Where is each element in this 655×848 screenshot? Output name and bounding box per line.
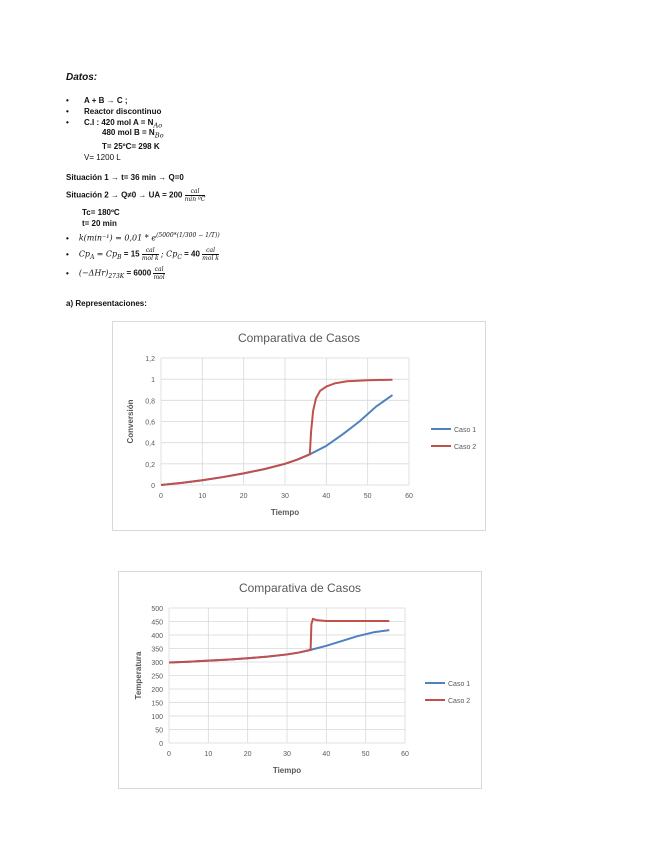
y-tick-label: 300	[151, 660, 163, 667]
equation-k-exponent: (5000*(1/300 − 1/T))	[156, 232, 220, 239]
time-line: t= 20 min	[82, 219, 117, 228]
x-tick-label: 30	[281, 493, 289, 500]
y-tick-label: 1	[151, 377, 155, 385]
y-tick-label: 450	[151, 619, 163, 627]
equation-dh	[66, 266, 165, 281]
cp-frac-2	[202, 247, 219, 262]
dh-subscript: 273K	[108, 273, 125, 281]
chart-title: Comparativa de Casos	[237, 331, 361, 345]
y-tick-label: 0,8	[145, 398, 155, 406]
ua-units-den: min ºC	[184, 196, 206, 203]
cp-c: ; Cp	[160, 249, 178, 259]
nb0-subscript: Bo	[154, 131, 164, 140]
volume-line: V= 1200 L	[84, 153, 121, 162]
initial-b-line	[102, 128, 164, 140]
y-tick-label: 0	[159, 741, 163, 748]
datos-heading: Datos:	[66, 72, 98, 83]
bullet-cp: •	[66, 249, 69, 259]
x-tick-label: 20	[243, 751, 252, 758]
cp-frac-2-num: cal	[202, 247, 219, 255]
y-tick-label: 350	[151, 646, 163, 654]
legend-label-2: Caso 2	[454, 444, 477, 451]
cp-frac-1-num: cal	[142, 247, 159, 255]
cp-frac-2-den: mol k	[202, 255, 219, 262]
situation-2-text: Situación 2 → Q≠0 → UA = 200	[66, 190, 183, 200]
equation-k	[66, 232, 220, 243]
chart-title: Comparativa de Casos	[238, 581, 362, 595]
tc-line: Tc= 180ºC	[82, 208, 120, 217]
legend-label-2: Caso 2	[448, 698, 471, 705]
bullet-dh: •	[66, 268, 69, 278]
chart-conversion	[112, 321, 486, 531]
x-axis-label: Tiempo	[270, 508, 300, 517]
x-tick-label: 0	[159, 493, 163, 500]
cp-val1: = 15	[123, 249, 140, 259]
y-axis-label: Conversión	[126, 399, 135, 444]
x-tick-label: 40	[322, 751, 331, 758]
equation-k-text: k(min⁻¹) = 0,01 * e	[78, 233, 157, 243]
chart-temperature	[118, 571, 482, 789]
series-line-2	[169, 619, 389, 663]
y-tick-label: 0,2	[145, 461, 155, 469]
ua-units-num: cal	[185, 188, 206, 196]
situation-1: Situación 1 → t= 36 min → Q=0	[66, 173, 184, 182]
na0-subscript: Ao	[153, 121, 163, 130]
x-tick-label: 60	[405, 493, 413, 500]
y-tick-label: 200	[151, 687, 163, 694]
cp-val3: = 40	[184, 249, 200, 259]
x-tick-label: 20	[239, 493, 248, 500]
cp-b: = Cp	[96, 249, 118, 259]
dh-frac-num: cal	[154, 266, 164, 273]
y-tick-label: 250	[151, 673, 163, 681]
y-tick-label: 400	[151, 633, 163, 640]
series-line-2	[161, 380, 392, 485]
x-tick-label: 10	[204, 751, 213, 758]
legend-label-1: Caso 1	[454, 427, 477, 434]
y-tick-label: 100	[151, 714, 163, 721]
list-item-reactor: • Reactor discontinuo	[66, 106, 162, 117]
temperature-chart-svg	[119, 572, 481, 788]
y-axis-label: Temperatura	[134, 651, 143, 700]
cp-a: Cp	[78, 249, 91, 259]
y-tick-label: 50	[155, 727, 163, 735]
initial-a-text: C.I : 420 mol A = N	[84, 118, 154, 127]
bullet-k: •	[66, 233, 69, 243]
x-axis-label: Tiempo	[272, 766, 302, 775]
x-tick-label: 10	[198, 493, 207, 500]
y-tick-label: 1,2	[145, 356, 155, 363]
dh-value: = 6000	[126, 268, 152, 278]
x-tick-label: 50	[363, 493, 372, 500]
cp-frac-1	[142, 247, 159, 262]
situation-2	[66, 188, 205, 203]
x-tick-label: 60	[401, 751, 409, 758]
equation-cp: • $Cp_A = Cp_B = 15$ $\frac{\text{cal}}{\text{mol k}}$ ; $Cp_C = 40$ $\frac{\text{cal}}{\text{mol k}}$	[66, 247, 219, 262]
x-tick-label: 40	[322, 493, 331, 500]
legend-label-1: Caso 1	[448, 681, 471, 688]
y-tick-label: 0,6	[145, 419, 155, 427]
list-item-reaction: • A + B → C ;	[66, 95, 162, 106]
dh-frac-den: mol	[153, 274, 165, 281]
initial-temp-line: T= 25ºC= 298 K	[102, 142, 160, 151]
initial-b-text: 480 mol B = N	[102, 128, 155, 137]
x-tick-label: 0	[167, 751, 171, 758]
x-tick-label: 30	[283, 751, 291, 758]
dh-text: (−ΔHr)	[78, 268, 109, 278]
data-list	[66, 95, 162, 132]
cp-frac-1-den: mol k	[141, 255, 159, 262]
dh-frac	[153, 266, 164, 281]
conversion-chart-svg	[113, 322, 485, 530]
section-a-heading: a) Representaciones:	[66, 299, 147, 308]
y-tick-label: 0,4	[145, 440, 155, 448]
x-tick-label: 50	[361, 751, 370, 758]
y-tick-label: 150	[151, 700, 163, 708]
y-tick-label: 0	[151, 483, 155, 490]
ua-units-fraction	[185, 188, 206, 203]
y-tick-label: 500	[151, 606, 163, 613]
series-line-1	[161, 395, 392, 485]
